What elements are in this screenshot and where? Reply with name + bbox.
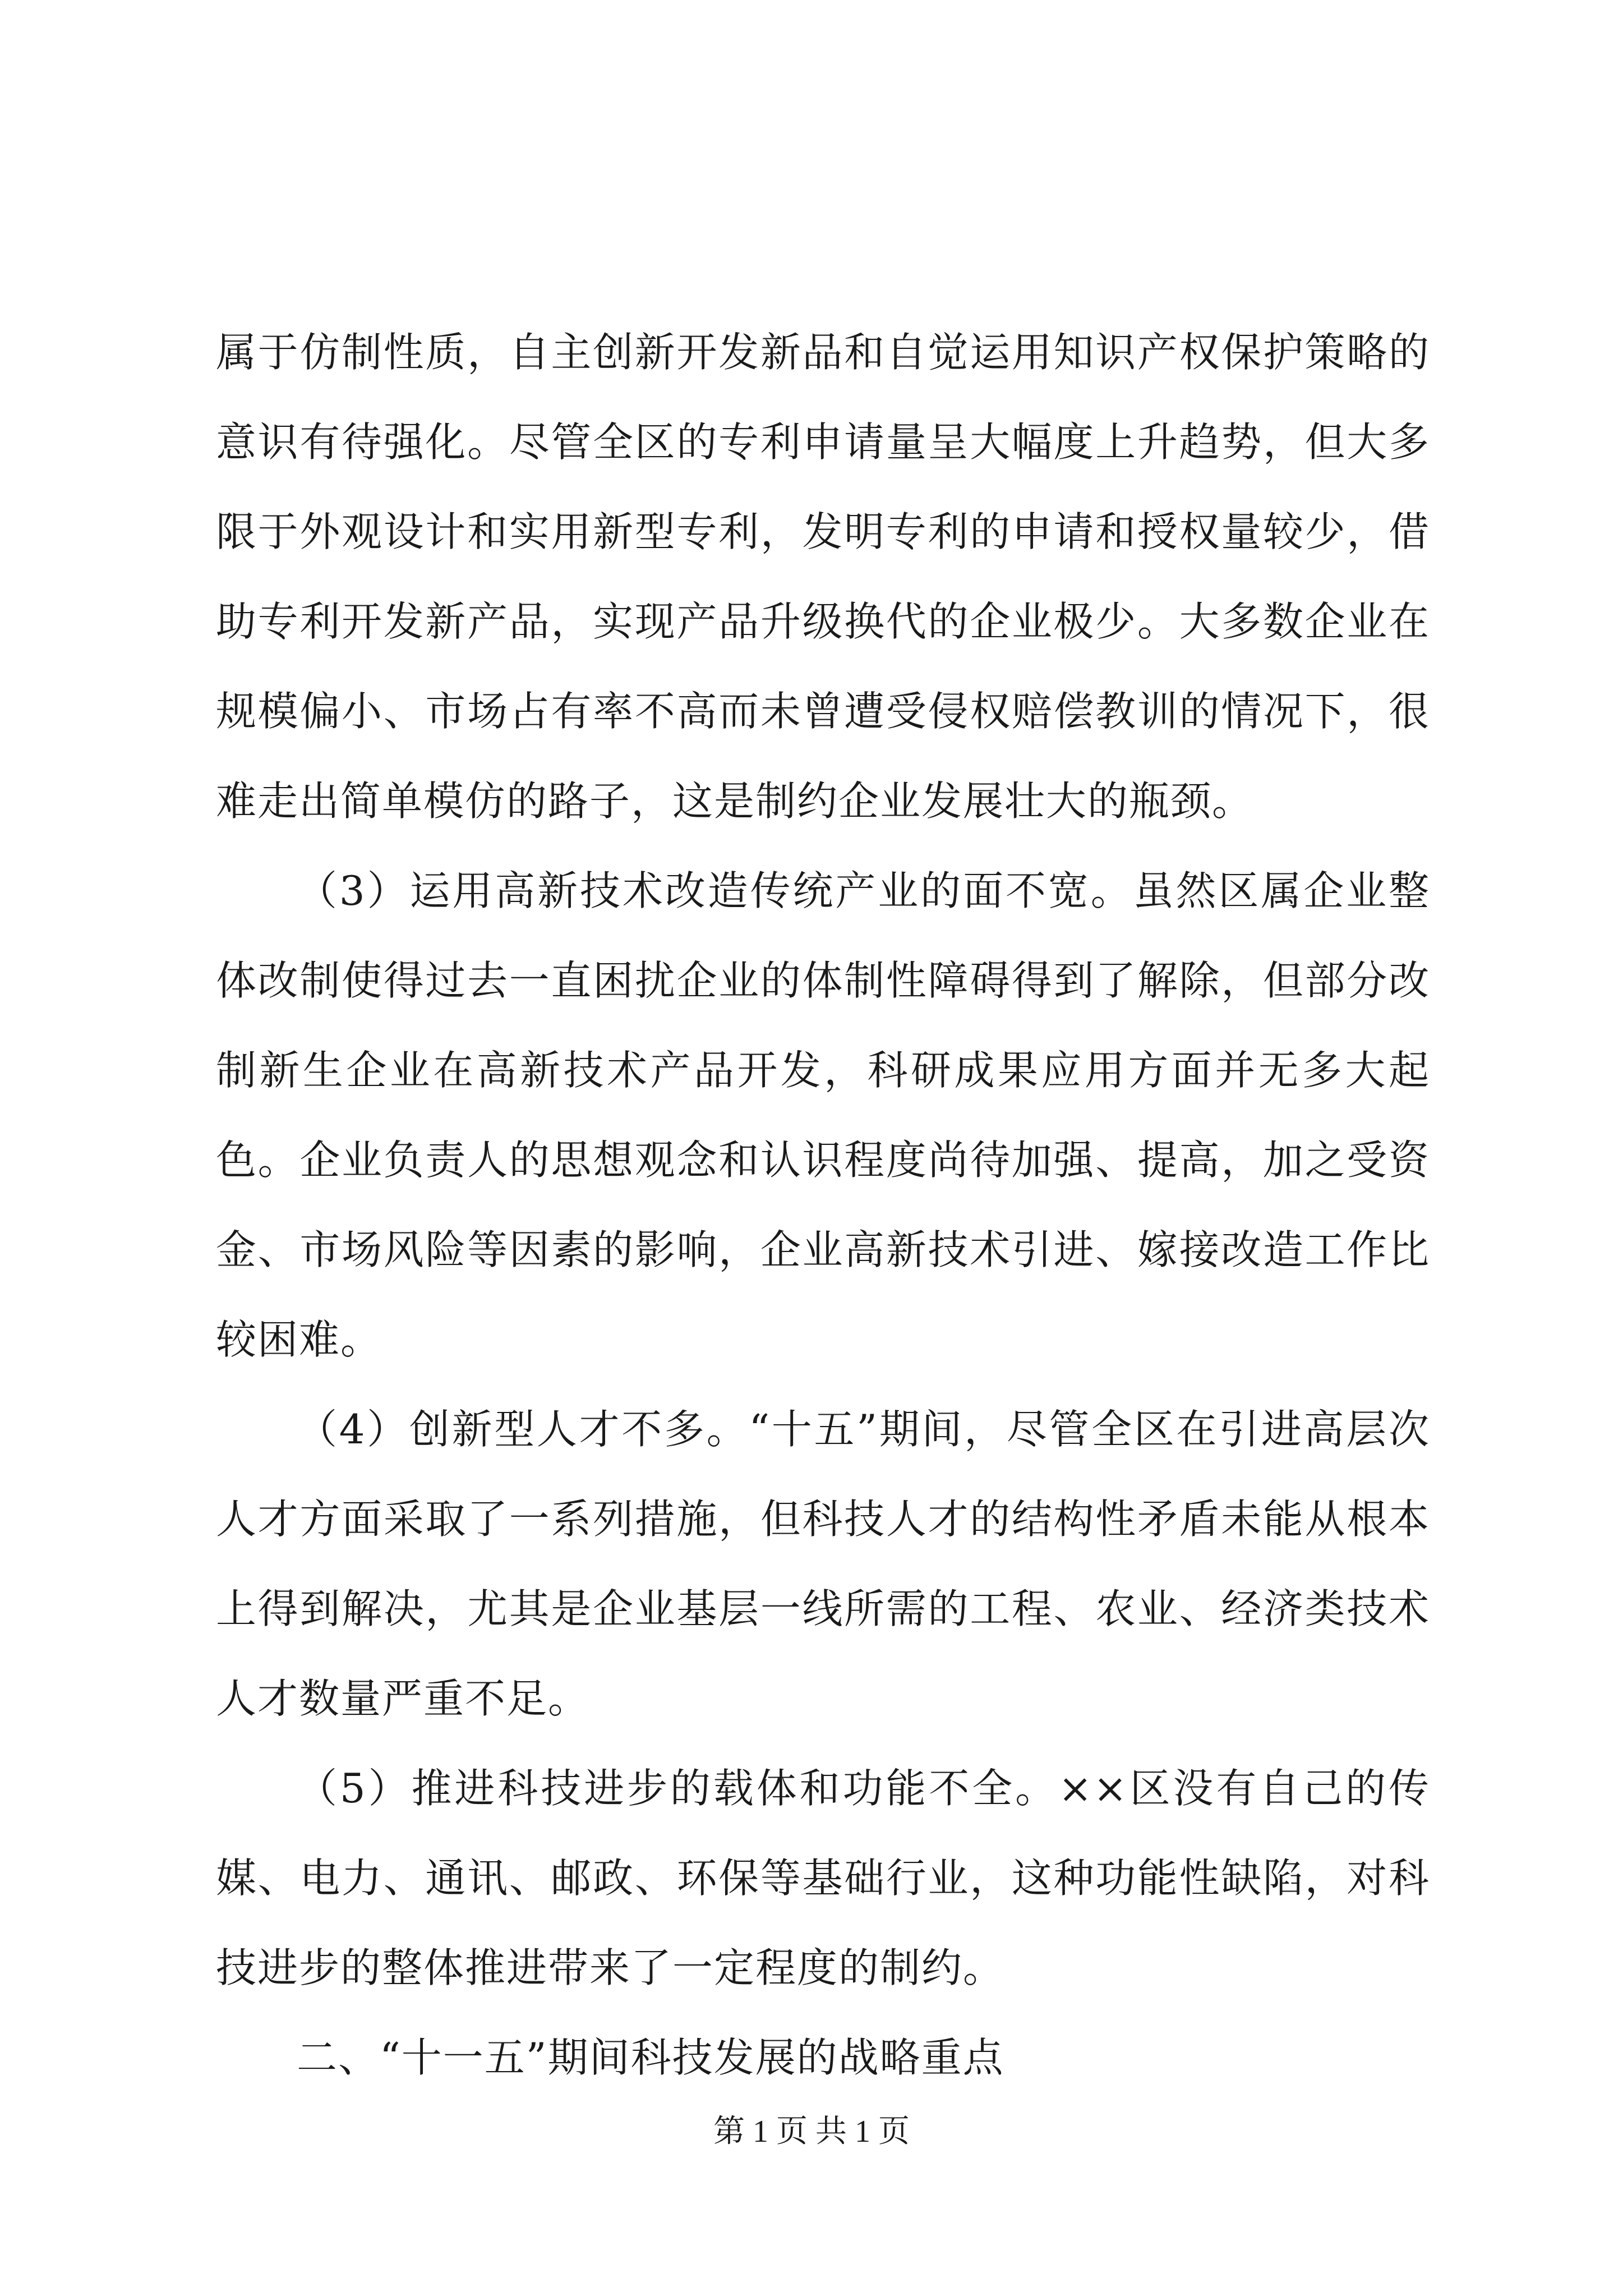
paragraph-item-4: （4）创新型人才不多。“十五”期间，尽管全区在引进高层次人才方面采取了一系列措施，但科技人才的结构性矛盾未能从根本上得到解决，尤其是企业基层一线所需的工程、农业、经济类技术人才数量严重不足。: [216, 1406, 1430, 1722]
document-body: [216, 307, 1430, 2102]
paragraph-continuation: 属于仿制性质，自主创新开发新品和自觉运用知识产权保护策略的意识有待强化。尽管全区的专利申请量呈大幅度上升趋势，但大多限于外观设计和实用新型专利，发明专利的申请和授权量较少，借助专利开发新产品，实现产品升级换代的企业极少。大多数企业在规模偏小、市场占有率不高而未曾遭受侵权赔偿教训的情况下，很难走出简单模仿的路子，这是制约企业发展壮大的瓶颈。: [216, 329, 1430, 825]
paragraph-item-5: （5）推进科技进步的载体和功能不全。××区没有自己的传媒、电力、通讯、邮政、环保等基础行业，这种功能性缺陷，对科技进步的整体推进带来了一定程度的制约。: [216, 1765, 1430, 1991]
section-heading: 二、“十一五”期间科技发展的战略重点: [297, 2034, 1004, 2081]
page-footer: 第 1 页 共 1 页: [713, 2114, 910, 2149]
paragraph-item-3: （3）运用高新技术改造传统产业的面不宽。虽然区属企业整体改制使得过去一直困扰企业的体制性障碍得到了解除，但部分改制新生企业在高新技术产品开发，科研成果应用方面并无多大起色。企业负责人的思想观念和认识程度尚待加强、提高，加之受资金、市场风险等因素的影响，企业高新技术引进、嫁接改造工作比较困难。: [216, 867, 1430, 1363]
